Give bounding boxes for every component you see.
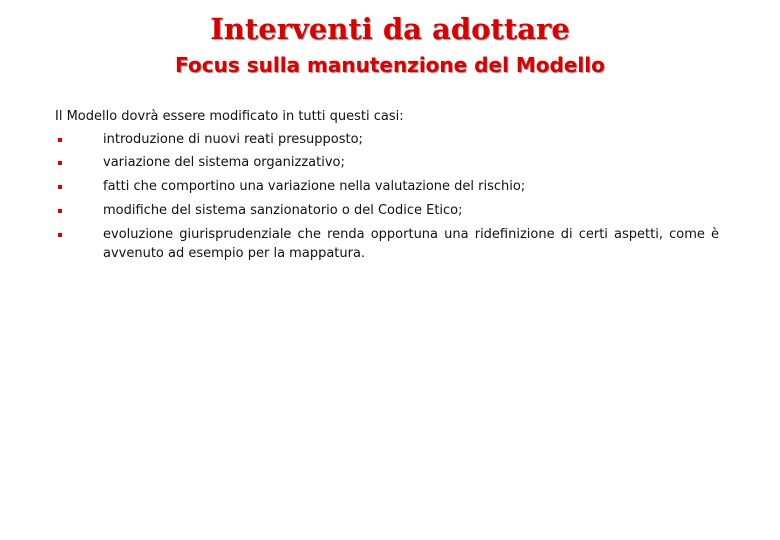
list-item <box>55 177 719 196</box>
list-item-text: introduzione di nuovi reati presupposto; <box>103 132 363 147</box>
square-bullet-icon <box>58 209 62 213</box>
intro-text: Il Modello dovrà essere modificato in tutti questi casi: <box>55 109 404 124</box>
list-item-text: evoluzione giurisprudenziale che renda opportuna una ridefinizione di certi aspetti, come è avvenuto ad esempio per la mappatura. <box>103 227 719 261</box>
list-item <box>55 201 719 220</box>
square-bullet-icon <box>58 185 62 189</box>
slide-title: Interventi da adottare <box>210 12 570 46</box>
square-bullet-icon <box>58 233 62 237</box>
list-item-text: modifiche del sistema sanzionatorio o del Codice Etico; <box>103 203 463 218</box>
list-item-text: variazione del sistema organizzativo; <box>103 155 345 170</box>
list-item <box>55 153 719 172</box>
bullet-list <box>55 130 719 267</box>
square-bullet-icon <box>58 161 62 165</box>
slide-subtitle: Focus sulla manutenzione del Modello <box>175 53 605 77</box>
list-item-text: fatti che comportino una variazione nella valutazione del rischio; <box>103 179 526 194</box>
list-item <box>55 130 719 149</box>
square-bullet-icon <box>58 138 62 142</box>
list-item <box>55 225 719 263</box>
